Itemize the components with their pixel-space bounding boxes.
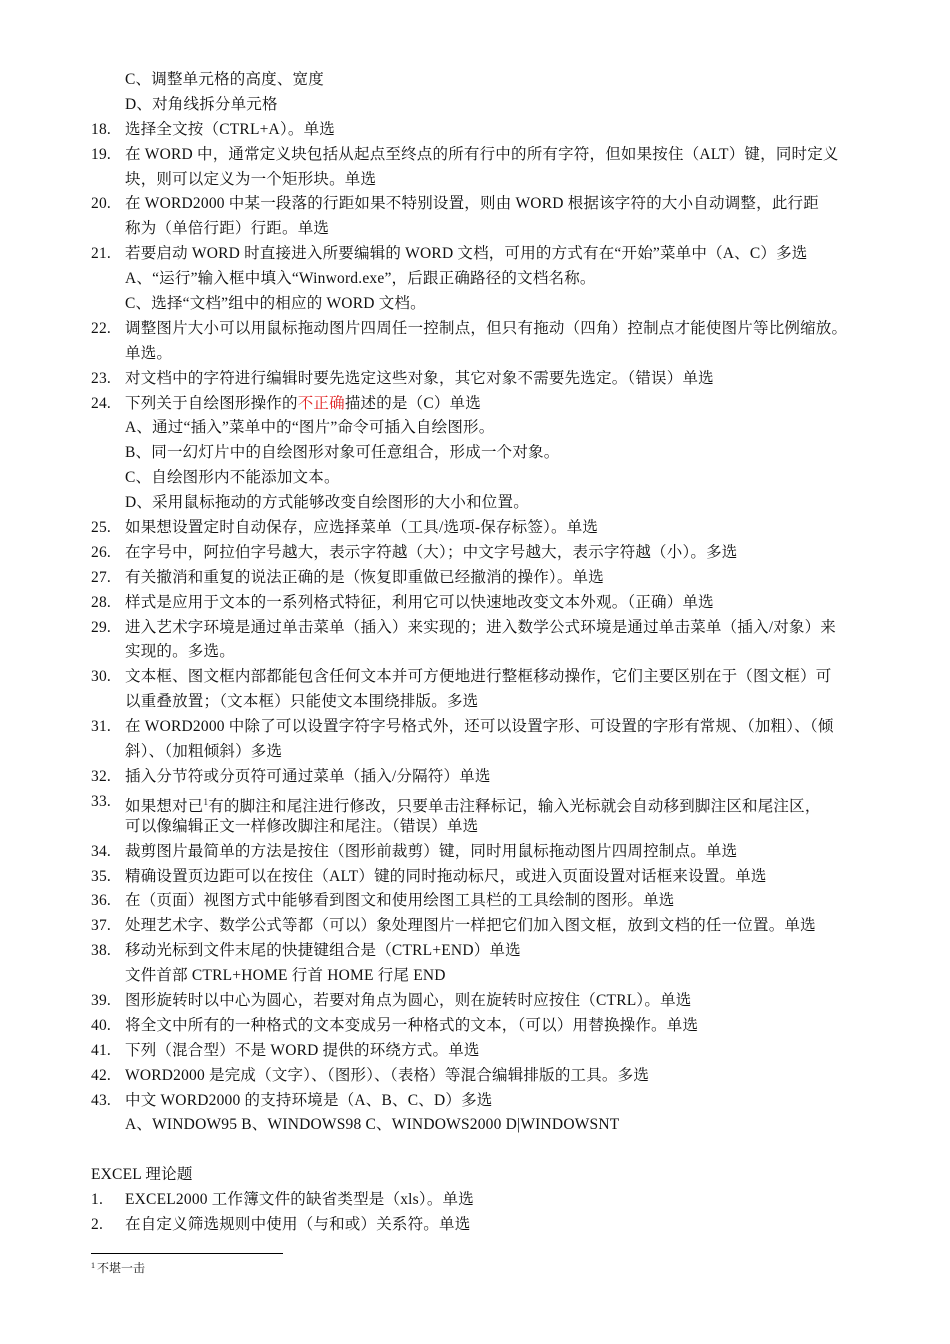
item-number: 30. [91,668,111,686]
text-line [0,1014,950,1039]
item-number: 36. [91,892,111,910]
text-line [0,865,950,890]
text-line [0,665,950,690]
item-text: 调整图片大小可以用鼠标拖动图片四周任一控制点，但只有拖动（四角）控制点才能使图片等比例缩放。 [125,319,848,337]
text-line [0,392,950,417]
item-number: 38. [91,942,111,960]
text-line [0,317,950,342]
item-number: 42. [91,1066,111,1084]
item-text: D、采用鼠标拖动的方式能够改变自绘图形的大小和位置。 [125,494,529,512]
document-body [0,68,950,1238]
footnote-reference: 1 [203,796,209,807]
item-text: 选择全文按（CTRL+A）。单选 [125,120,335,138]
item-text: 在 WORD2000 中某一段落的行距如果不特别设置，则由 WORD 根据该字符的大小自动调整，此行距 [125,195,819,213]
item-text: 实现的。多选。 [125,643,235,661]
text-line [0,840,950,865]
item-text: 样式是应用于文本的一系列格式特征，利用它可以快速地改变文本外观。（正确）单选 [125,593,714,611]
item-number: 43. [91,1091,111,1109]
text-line [0,342,950,367]
item-text: 处理艺术字、数学公式等都（可以）象处理图片一样把它们加入图文框，放到文档的任一位置。单选 [125,917,816,935]
item-number: 31. [91,718,111,736]
item-text: 将全文中所有的一种格式的文本变成另一种格式的文本，（可以）用替换操作。单选 [125,1016,699,1034]
item-text: D、对角线拆分单元格 [125,95,278,113]
text-line [0,964,950,989]
text-line [0,989,950,1014]
text-line [0,192,950,217]
text-line [0,1163,950,1188]
item-text: 以重叠放置；（文本框）只能使文本围绕排版。多选 [125,693,479,711]
item-number: 20. [91,195,111,213]
footnote-mark: 1 [91,1261,95,1270]
footnote-separator [91,1253,283,1254]
text-run: 描述的是（C）单选 [344,394,481,412]
text-line [0,68,950,93]
item-text: A、通过“插入”菜单中的“图片”命令可插入自绘图形。 [125,419,495,437]
text-line [0,1138,950,1163]
text-line [0,516,950,541]
text-line [0,93,950,118]
text-line [0,242,950,267]
item-number: 19. [91,145,111,163]
item-number: 1. [91,1191,104,1209]
item-text: 有关撤消和重复的说法正确的是（恢复即重做已经撤消的操作）。单选 [125,568,604,586]
text-line [0,815,950,840]
text-line [0,168,950,193]
item-number: 2. [91,1215,104,1233]
item-number: 25. [91,519,111,537]
section-heading: EXCEL 理论题 [91,1166,193,1184]
item-text: 文本框、图文框内部都能包含任何文本并可方便地进行整框移动操作，它们主要区别在于（图文框）可 [125,668,832,686]
text-line [0,1089,950,1114]
text-line [0,939,950,964]
item-text: C、调整单元格的高度、宽度 [125,71,324,88]
item-number: 32. [91,767,111,785]
item-text: B、同一幻灯片中的自绘图形对象可任意组合，形成一个对象。 [125,444,560,462]
item-number: 24. [91,394,111,412]
item-text: EXCEL2000 工作簿文件的缺省类型是（xls）。单选 [125,1191,474,1209]
text-line [0,740,950,765]
text-line [0,416,950,441]
text-run: 有的脚注和尾注进行修改，只要单击注释标记，输入光标就会自动移到脚注区和尾注区， [208,797,821,815]
item-number: 28. [91,593,111,611]
text-line [0,217,950,242]
highlighted-text: 不正确 [297,394,345,412]
text-line [0,292,950,317]
item-text: WORD2000 是完成（文字）、（图形）、（表格）等混合编辑排版的工具。多选 [125,1066,650,1084]
item-text: 单选。 [125,344,173,362]
item-text: 可以像编辑正文一样修改脚注和尾注。（错误）单选 [125,817,479,835]
item-text: 在 WORD 中，通常定义块包括从起点至终点的所有行中的所有字符，但如果按住（ALT）键，同时定义 [125,145,839,163]
text-line [0,715,950,740]
item-number: 41. [91,1041,111,1059]
item-text: 斜）、（加粗倾斜）多选 [125,743,283,761]
item-number: 26. [91,543,111,561]
item-text: 称为（单倍行距）行距。单选 [125,220,330,238]
item-text: A、WINDOW95 B、WINDOWS98 C、WINDOWS2000 D|WINDOWSNT [125,1116,620,1134]
item-text: 精确设置页边距可以在按住（ALT）键的同时拖动标尺，或进入页面设置对话框来设置。单选 [125,867,767,885]
item-text [125,392,481,417]
text-line [0,765,950,790]
text-line [0,1213,950,1238]
text-line [0,914,950,939]
item-text: 进入艺术字环境是通过单击菜单（插入）来实现的；进入数学公式环境是通过单击菜单（插入/对象）来 [125,618,837,636]
text-line [0,441,950,466]
item-text: 在字号中，阿拉伯字号越大，表示字符越（大）；中文字号越大，表示字符越（小）。多选 [125,543,738,561]
text-line [0,491,950,516]
text-line [0,616,950,641]
item-text: 图形旋转时以中心为圆心，若要对角点为圆心，则在旋转时应按住（CTRL）。单选 [125,991,692,1009]
item-text: 在 WORD2000 中除了可以设置字符字号格式外，还可以设置字形、可设置的字形有常规、（加粗）、（倾 [125,718,834,736]
item-number: 33. [91,792,111,810]
item-text: 中文 WORD2000 的支持环境是（A、B、C、D）多选 [125,1091,493,1109]
text-line [0,143,950,168]
text-line [0,466,950,491]
item-number: 39. [91,991,111,1009]
text-line [0,640,950,665]
item-text: 插入分节符或分页符可通过菜单（插入/分隔符）单选 [125,767,491,785]
footnote-text: 不堪一击 [97,1261,146,1275]
text-run: 如果想对已 [125,797,204,815]
text-line [0,118,950,143]
text-line [0,690,950,715]
item-text: 文件首部 CTRL+HOME 行首 HOME 行尾 END [125,967,446,985]
text-line [0,1188,950,1213]
item-number: 37. [91,917,111,935]
item-number: 34. [91,842,111,860]
item-text: 若要启动 WORD 时直接进入所要编辑的 WORD 文档，可用的方式有在“开始”菜单中（A、C）多选 [125,245,808,263]
footnote [91,1257,145,1277]
text-line [0,1113,950,1138]
item-text: 对文档中的字符进行编辑时要先选定这些对象，其它对象不需要先选定。（错误）单选 [125,369,714,387]
item-text: A、“运行”输入框中填入“Winword.exe”，后跟正确路径的文档名称。 [125,270,596,288]
item-number: 18. [91,120,111,138]
item-number: 40. [91,1016,111,1034]
text-line [0,1039,950,1064]
item-number: 21. [91,245,111,263]
text-line [0,591,950,616]
text-line [0,367,950,392]
text-line [0,566,950,591]
text-line [0,541,950,566]
item-number: 29. [91,618,111,636]
item-text: 在（页面）视图方式中能够看到图文和使用绘图工具栏的工具绘制的图形。单选 [125,892,675,910]
text-line [0,790,950,815]
item-text: 在自定义筛选规则中使用（与和或）关系符。单选 [125,1215,471,1233]
item-text: 移动光标到文件末尾的快捷键组合是（CTRL+END）单选 [125,942,521,960]
item-number: 27. [91,568,111,586]
item-number: 35. [91,867,111,885]
item-text: C、选择“文档”组中的相应的 WORD 文档。 [125,295,426,313]
text-run: 下列关于自绘图形操作的 [125,394,298,412]
item-text: 块，则可以定义为一个矩形块。单选 [125,170,377,188]
item-text: C、自绘图形内不能添加文本。 [125,469,340,487]
item-text: 裁剪图片最简单的方法是按住（图形前裁剪）键，同时用鼠标拖动图片四周控制点。单选 [125,842,738,860]
text-line [0,1064,950,1089]
text-line [0,889,950,914]
item-number: 23. [91,369,111,387]
text-line [0,267,950,292]
item-text: 如果想设置定时自动保存，应选择菜单（工具/选项-保存标签）。单选 [125,519,599,537]
item-text: 下列（混合型）不是 WORD 提供的环绕方式。单选 [125,1041,480,1059]
item-number: 22. [91,319,111,337]
